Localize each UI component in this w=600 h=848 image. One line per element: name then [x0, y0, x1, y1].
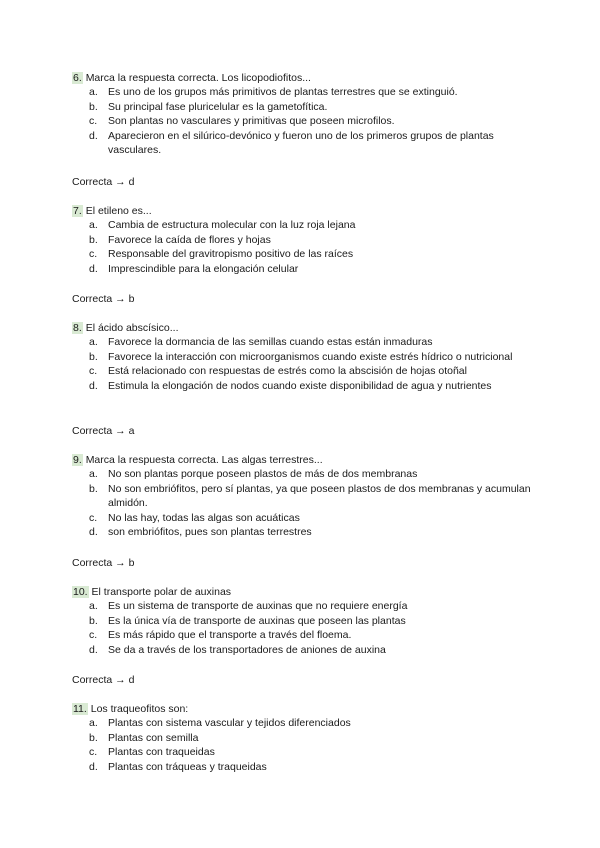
question-number: 6.	[73, 72, 82, 84]
option-list	[72, 335, 532, 393]
option-c	[72, 114, 532, 129]
option-a	[72, 716, 532, 731]
option-letter: b.	[89, 350, 98, 363]
option-list	[72, 716, 532, 774]
option-c	[72, 364, 532, 379]
question-7	[72, 204, 532, 276]
option-text: Plantas con semilla	[108, 731, 199, 744]
option-a	[72, 218, 532, 233]
option-text: Es más rápido que el transporte a través del floema.	[108, 629, 352, 642]
option-text: Son plantas no vasculares y primitivas que poseen microfilos.	[108, 115, 395, 128]
option-letter: a.	[89, 336, 98, 348]
option-letter: a.	[89, 86, 98, 98]
option-letter: a.	[89, 600, 98, 612]
question-stem	[72, 453, 532, 467]
option-text: Plantas con traqueidas	[108, 746, 215, 759]
question-stem	[72, 585, 532, 599]
option-d	[72, 643, 532, 658]
option-letter: d.	[89, 643, 98, 656]
option-letter: c.	[89, 115, 98, 128]
option-list	[72, 599, 532, 657]
option-letter: b.	[89, 100, 98, 113]
option-list	[72, 85, 532, 158]
question-stem	[72, 204, 532, 218]
option-b	[72, 100, 532, 115]
option-c	[72, 247, 532, 262]
option-text: Se da a través de los transportadores de aniones de auxina	[108, 643, 386, 656]
answer-8: Correcta → a	[72, 425, 135, 437]
question-stem	[72, 71, 532, 85]
question-10	[72, 585, 532, 657]
question-number: 11.	[73, 703, 87, 715]
option-a	[72, 335, 532, 350]
option-letter: a.	[89, 717, 98, 729]
option-text: son embriófitos, pues son plantas terrestres	[108, 526, 312, 539]
answer-9: Correcta → b	[72, 557, 135, 569]
option-b	[72, 731, 532, 746]
question-number: 10.	[73, 586, 88, 598]
option-d	[72, 760, 532, 775]
option-d	[72, 379, 532, 394]
option-letter: d.	[89, 262, 98, 275]
option-text: Cambia de estructura molecular con la luz roja lejana	[108, 219, 356, 231]
answer-10: Correcta → d	[72, 674, 135, 686]
option-letter: b.	[89, 482, 98, 495]
question-11	[72, 702, 532, 774]
option-letter: a.	[89, 468, 98, 480]
option-text: Favorece la caída de flores y hojas	[108, 233, 271, 246]
option-text: No las hay, todas las algas son acuáticas	[108, 511, 300, 524]
option-letter: d.	[89, 129, 98, 142]
question-9	[72, 453, 532, 540]
option-text: Plantas con tráqueas y traqueidas	[108, 760, 267, 773]
question-stem	[72, 321, 532, 335]
option-text: Favorece la dormancia de las semillas cuando estas están inmaduras	[108, 336, 433, 348]
question-number: 9.	[73, 454, 82, 466]
option-text: Está relacionado con respuestas de estrés como la abscisión de hojas otoñal	[108, 365, 467, 378]
option-text: Estimula la elongación de nodos cuando existe disponibilidad de agua y nutrientes	[108, 379, 492, 392]
question-text: El ácido abscísico...	[85, 322, 179, 334]
question-text: El etileno es...	[85, 205, 152, 217]
question-number: 8.	[73, 322, 82, 334]
question-8	[72, 321, 532, 393]
option-text: Es un sistema de transporte de auxinas que no requiere energía	[108, 600, 408, 612]
option-text: Plantas con sistema vascular y tejidos diferenciados	[108, 717, 351, 729]
option-text: Favorece la interacción con microorganismos cuando existe estrés hídrico o nutricional	[108, 350, 513, 363]
option-text: No son plantas porque poseen plastos de más de dos membranas	[108, 468, 418, 480]
option-a	[72, 467, 532, 482]
option-c	[72, 511, 532, 526]
option-letter: a.	[89, 219, 98, 231]
option-letter: c.	[89, 248, 98, 261]
option-b	[72, 482, 548, 511]
option-b	[72, 614, 532, 629]
option-letter: b.	[89, 614, 98, 627]
option-letter: d.	[89, 379, 98, 392]
question-stem	[72, 702, 532, 716]
option-letter: c.	[89, 511, 98, 524]
option-text: Imprescindible para la elongación celular	[108, 262, 299, 275]
option-letter: d.	[89, 760, 98, 773]
option-text: Es uno de los grupos más primitivos de plantas terrestres que se extinguió.	[108, 86, 458, 98]
option-d	[72, 129, 540, 158]
option-letter: c.	[89, 746, 98, 759]
option-text: Aparecieron en el silúrico-devónico y fueron uno de los primeros grupos de plantas vasculares.	[108, 129, 494, 157]
question-text: El transporte polar de auxinas	[91, 586, 232, 598]
question-text: Marca la respuesta correcta. Los licopodiofitos...	[85, 72, 311, 84]
option-c	[72, 628, 532, 643]
option-list	[72, 218, 532, 276]
question-number: 7.	[73, 205, 82, 217]
option-c	[72, 745, 532, 760]
question-text: Marca la respuesta correcta. Las algas terrestres...	[85, 454, 323, 466]
option-text: Responsable del gravitropismo positivo de las raíces	[108, 248, 354, 261]
option-letter: c.	[89, 629, 98, 642]
option-letter: c.	[89, 365, 98, 378]
option-text: Su principal fase pluricelular es la gametofítica.	[108, 100, 328, 113]
option-text: No son embriófitos, pero sí plantas, ya que poseen plastos de dos membranas y acumulan almidón.	[108, 482, 531, 510]
option-d	[72, 525, 532, 540]
option-b	[72, 233, 532, 248]
option-b	[72, 350, 540, 365]
question-6	[72, 71, 532, 158]
option-d	[72, 262, 532, 277]
option-letter: b.	[89, 233, 98, 246]
question-text: Los traqueofitos son:	[90, 703, 189, 715]
option-list	[72, 467, 532, 540]
answer-6: Correcta → d	[72, 176, 135, 188]
option-a	[72, 85, 532, 100]
option-letter: b.	[89, 731, 98, 744]
option-a	[72, 599, 532, 614]
answer-7: Correcta → b	[72, 293, 135, 305]
option-text: Es la única vía de transporte de auxinas que poseen las plantas	[108, 614, 406, 627]
option-letter: d.	[89, 526, 98, 539]
